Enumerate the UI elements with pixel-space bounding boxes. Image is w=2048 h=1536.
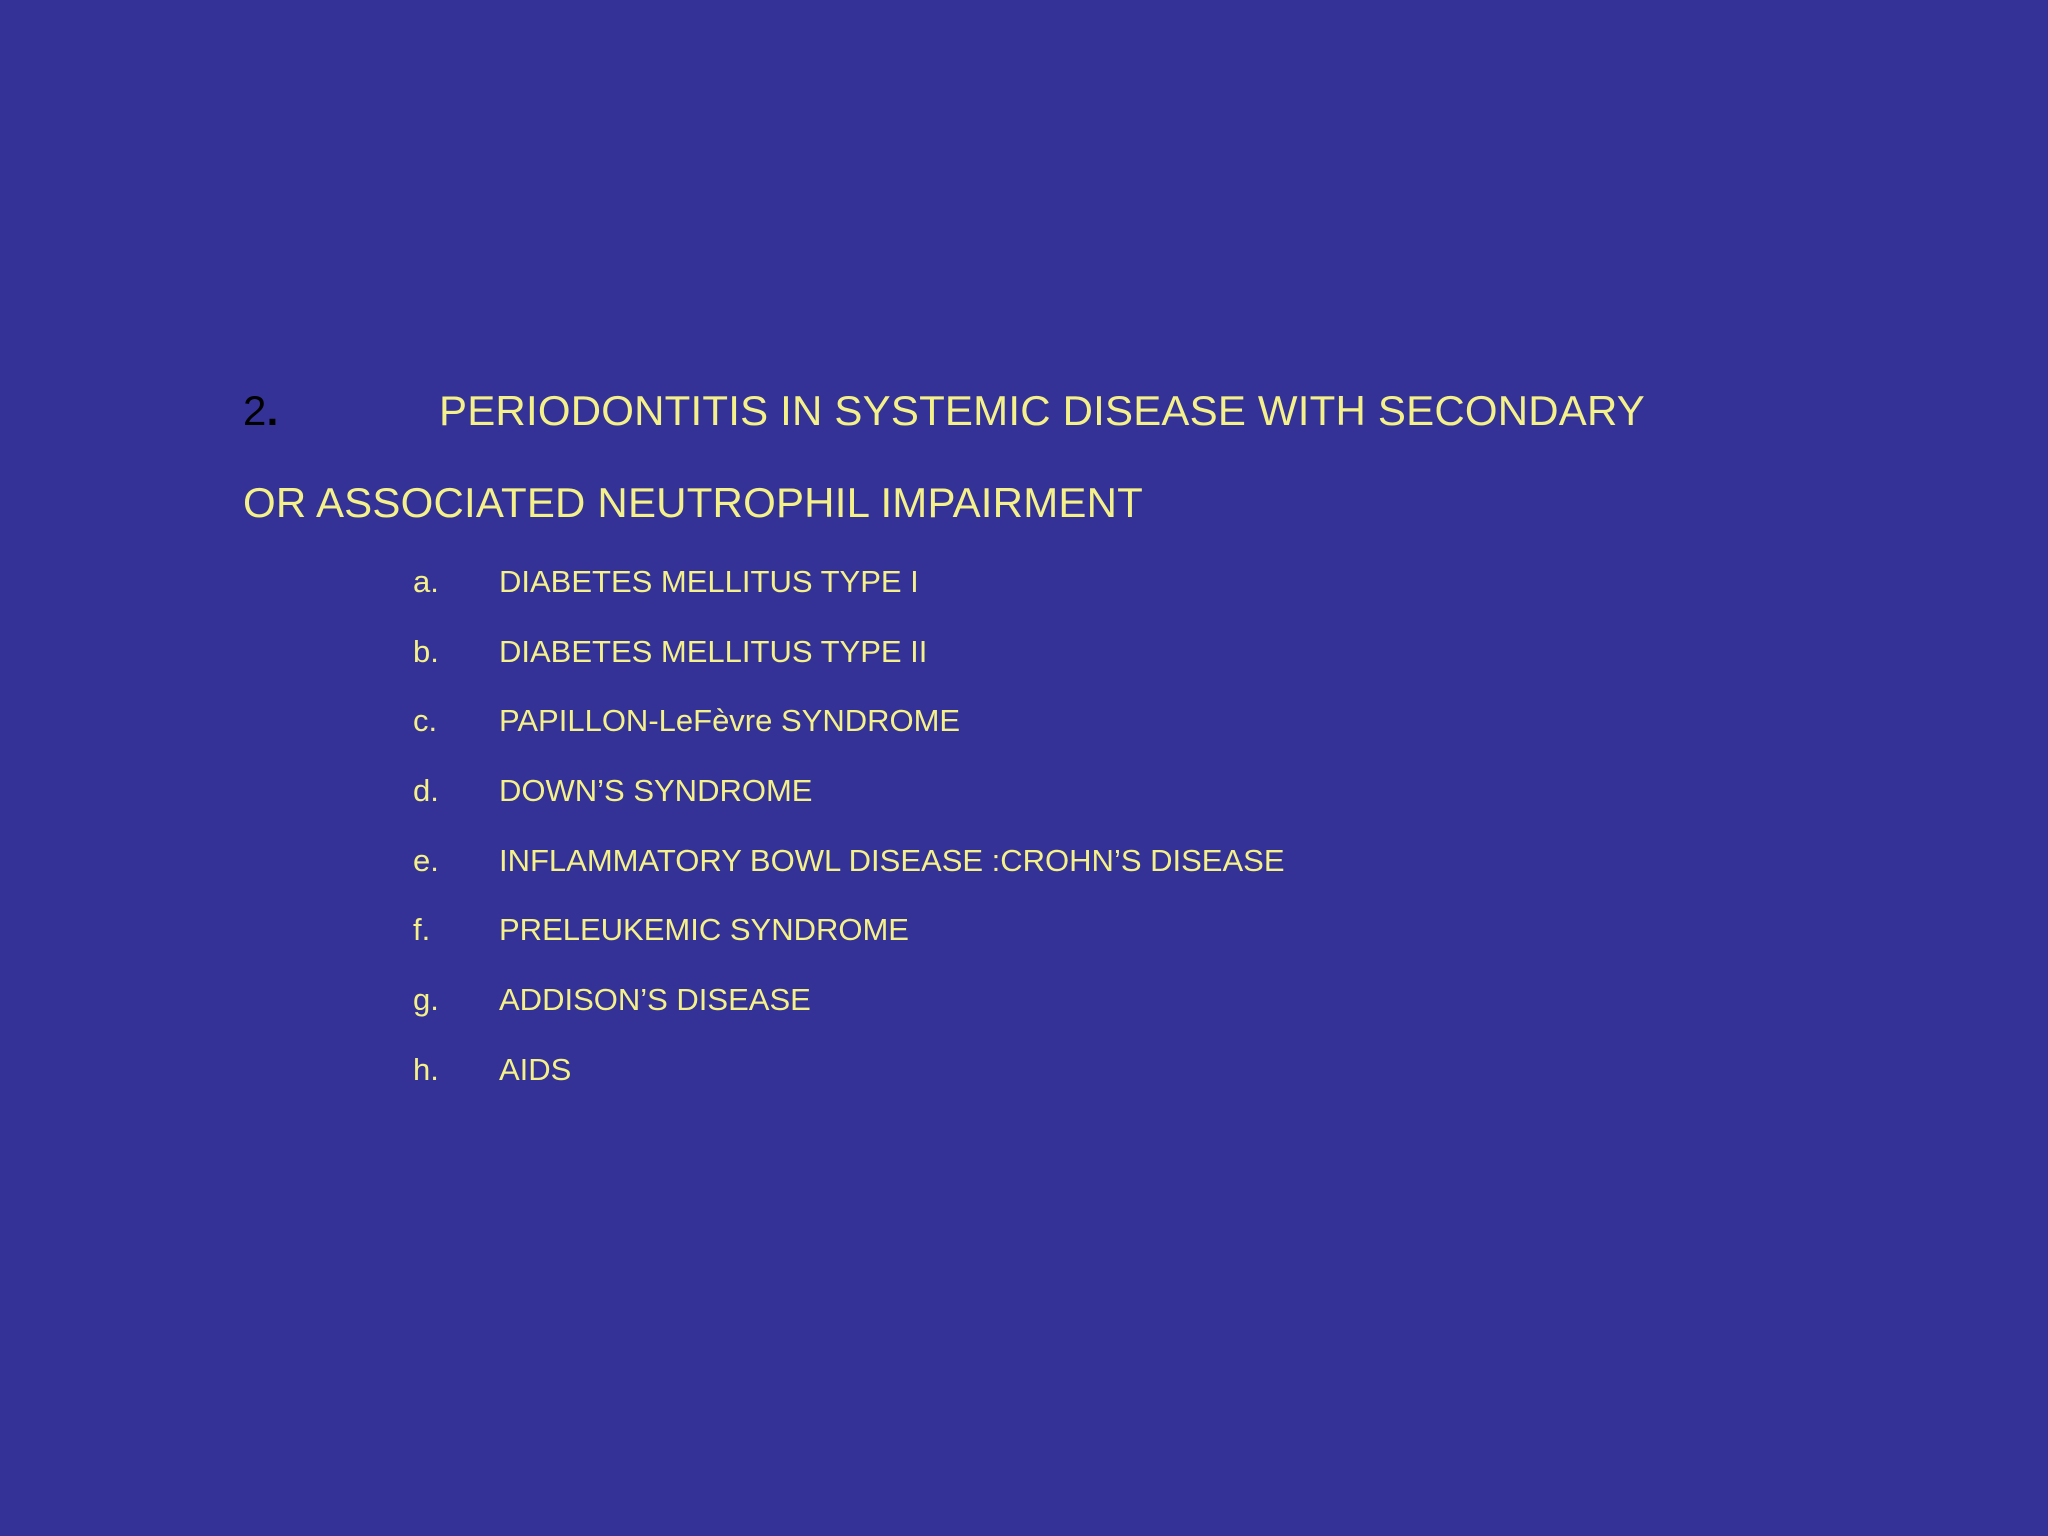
- disease-list: [413, 562, 1285, 1120]
- list-item-text: DIABETES MELLITUS TYPE II: [499, 633, 928, 669]
- list-item-text: DIABETES MELLITUS TYPE I: [499, 564, 919, 599]
- list-item-marker: e.: [413, 842, 439, 878]
- list-item-marker: d.: [413, 773, 439, 809]
- list-item-marker: c.: [413, 703, 438, 739]
- heading-number-digit: 2: [243, 387, 267, 434]
- list-item-marker: h.: [413, 1051, 439, 1087]
- list-item: [413, 701, 1285, 771]
- list-item-text: ADDISON’S DISEASE: [499, 982, 811, 1018]
- list-item: [413, 562, 1285, 632]
- list-item-text: AIDS: [499, 1051, 572, 1087]
- heading-number-dot: .: [266, 387, 279, 434]
- list-item: [413, 910, 1285, 980]
- list-item-text: PRELEUKEMIC SYNDROME: [499, 912, 909, 948]
- list-item-text: DOWN’S SYNDROME: [499, 773, 813, 809]
- list-item: [413, 632, 1285, 702]
- list-item-marker: f.: [413, 912, 431, 948]
- list-item: [413, 980, 1285, 1050]
- list-item-marker: g.: [413, 982, 439, 1018]
- list-item-marker: a.: [413, 564, 439, 599]
- list-item: [413, 771, 1285, 841]
- list-item: [413, 1050, 1285, 1120]
- heading-title-line-2: OR ASSOCIATED NEUTROPHIL IMPAIRMENT: [243, 479, 1143, 526]
- heading-title-line-1: PERIODONTITIS IN SYSTEMIC DISEASE WITH SECONDARY: [439, 387, 1645, 434]
- heading-number: [243, 386, 439, 436]
- list-item: [413, 841, 1285, 911]
- heading-line-1: [243, 386, 1645, 436]
- list-item-marker: b.: [413, 633, 439, 669]
- list-item-text: INFLAMMATORY BOWL DISEASE :CROHN’S DISEASE: [499, 842, 1285, 878]
- list-item-text: PAPILLON-LeFèvre SYNDROME: [499, 703, 961, 739]
